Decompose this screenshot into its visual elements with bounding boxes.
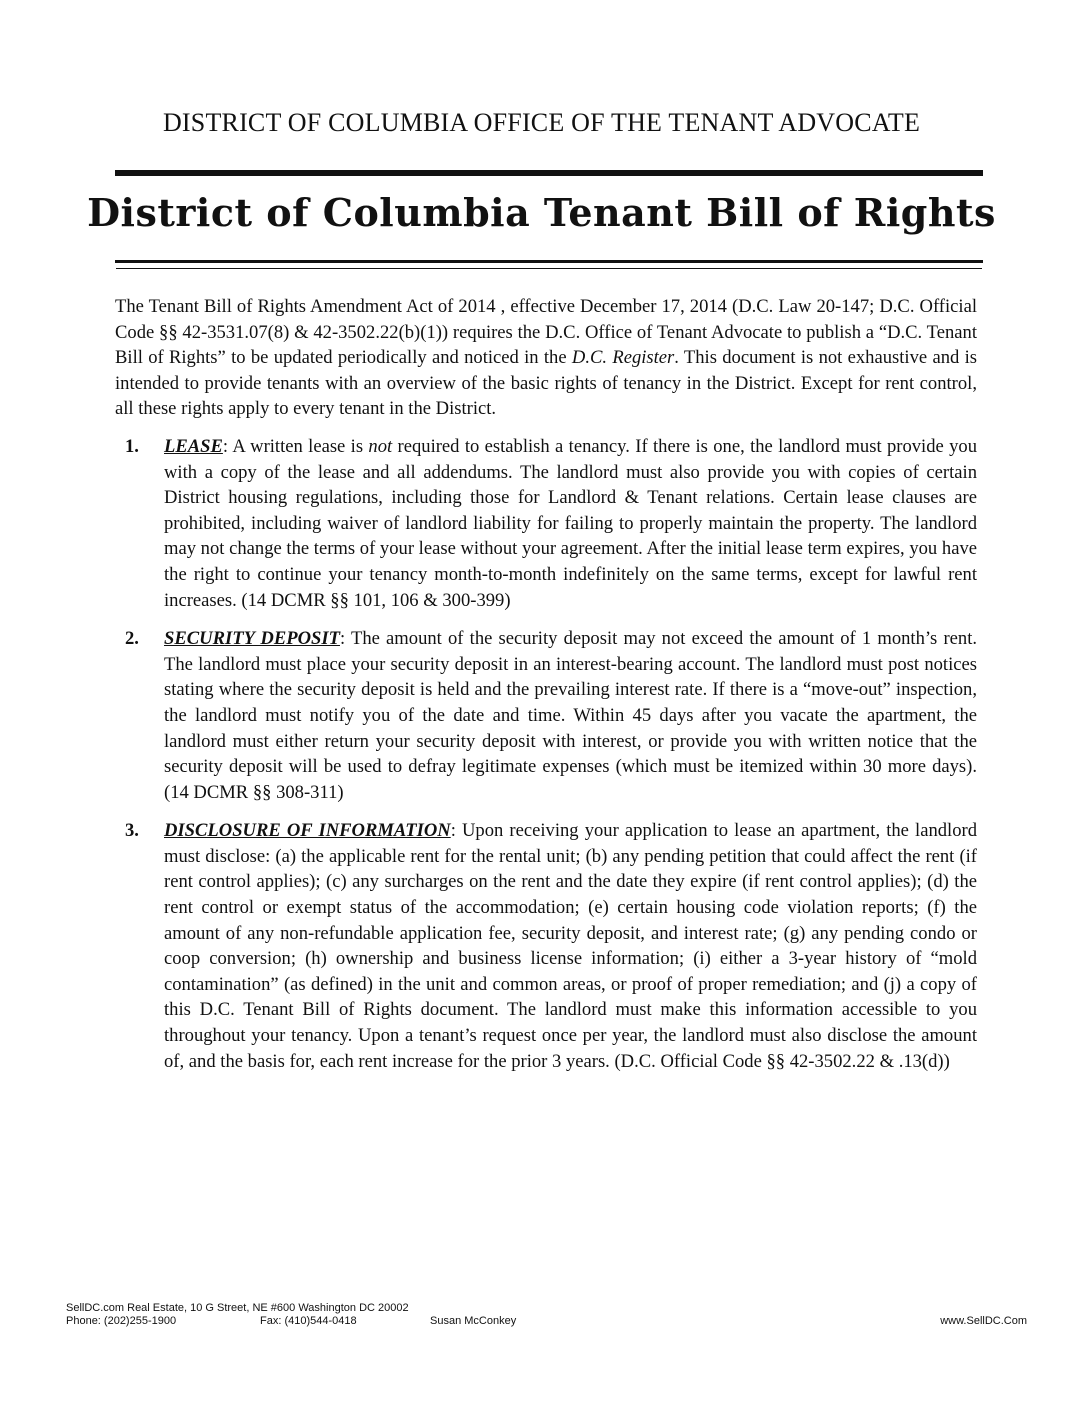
- footer-phone: Phone: (202)255-1900: [66, 1315, 177, 1327]
- footer-company: SellDC.com Real Estate, 10 G Street, NE #600 Washington DC 20002: [66, 1302, 409, 1314]
- header-organization: DISTRICT OF COLUMBIA OFFICE OF THE TENANT ADVOCATE: [162, 108, 921, 137]
- document-title: District of Columbia Tenant Bill of Rights: [87, 190, 996, 235]
- item-emphasis-not: not: [368, 435, 393, 457]
- item-label-security-deposit: SECURITY DEPOSIT: [164, 628, 340, 650]
- item-label-disclosure: DISCLOSURE OF INFORMATION: [164, 820, 451, 842]
- item-number: 3.: [125, 820, 139, 842]
- item-number: 1.: [125, 435, 139, 457]
- item-text-disclosure: : Upon receiving your application to lease an apartment, the landlord must disclose: (a) the applicable rent for the rental unit; (b) any pending petition that could affect the rent (if rent control applies); (c) any surcharges on the rent and the date they expire (if rent control applies); (d) the rent control or exempt status of the accommodation; (e) certain housing code violation reports; (f) the amount of any non-refundable application fee, security deposit, and interest rate; (g) any pending condo or coop conversion; (h) ownership and business license information; (i) either a 3-year history of “mold contamination” (as defined) in the unit and common areas, or proof of proper remediation; and (j) a copy of this D.C. Tenant Bill of Rights document. The landlord must make this information accessible to you throughout your tenancy. Upon a tenant’s request once per year, the landlord must also disclose the amount of, and the basis for, each rent increase for the prior 3 years. (D.C. Official Code §§ 42-3502.22 & .13(d)): [164, 820, 977, 1072]
- footer-contact: [66, 1302, 516, 1328]
- top-rule: [115, 170, 983, 176]
- dc-register-reference: D.C. Register: [571, 347, 675, 369]
- item-label-lease: LEASE: [164, 435, 223, 457]
- footer-fax: Fax: (410)544-0418: [260, 1315, 357, 1327]
- rights-list-item: [115, 626, 977, 805]
- intro-paragraph: [115, 294, 977, 422]
- intro-text-part2: . This document is not exhaustive and is intended to provide tenants with an overview of the basic rights of tenancy in the District. Except for rent control, all these rights apply to every tenant in the District.: [115, 347, 977, 420]
- item-number: 2.: [125, 628, 139, 650]
- rights-list-item: [115, 434, 977, 613]
- rights-list-item: [115, 818, 977, 1074]
- item-text-lease-after: required to establish a tenancy. If there is one, the landlord must provide you with a copy of the lease and all addendums. The landlord must also provide you with copies of certain District housing regulations, including those for Landlord & Tenant relations. Certain lease clauses are prohibited, including waiver of landlord liability for failing to properly maintain the property. The landlord may not change the terms of your lease without your agreement. After the initial lease term expires, you have the right to continue your tenancy month-to-month indefinitely on the same terms, except for lawful rent increases. (14 DCMR §§ 101, 106 & 300-399): [164, 435, 977, 611]
- item-text-security-deposit: : The amount of the security deposit may not exceed the amount of 1 month’s rent. The landlord must place your security deposit in an interest-bearing account. The landlord must post notices stating where the security deposit is held and the prevailing interest rate. If there is a “move-out” inspection, the landlord must notify you of the date and time. Within 45 days after you vacate the apartment, the landlord must either return your security deposit with interest, or provide you with written notice that the security deposit will be used to defray legitimate expenses (which must be itemized within 30 more days). (14 DCMR §§ 308-311): [164, 628, 978, 803]
- bottom-rule: [115, 260, 983, 263]
- intro-text-part1: The Tenant Bill of Rights Amendment Act of 2014 , effective December 17, 2014 (D.C. Law 20-147; D.C. Official Code §§ 42-3531.07(8) & 42-3502.22(b)(1)) requires the D.C. Office of Tenant Advocate to publish a “D.C. Tenant Bill of Rights” to be updated periodically and noticed in the: [115, 296, 977, 369]
- footer-website-link[interactable]: www.SellDC.Com: [940, 1315, 1027, 1327]
- item-text-lease-before: : A written lease is: [222, 435, 369, 457]
- footer-contact-row: [66, 1315, 516, 1328]
- document-body: [115, 294, 977, 1087]
- footer-agent: Susan McConkey: [430, 1315, 517, 1327]
